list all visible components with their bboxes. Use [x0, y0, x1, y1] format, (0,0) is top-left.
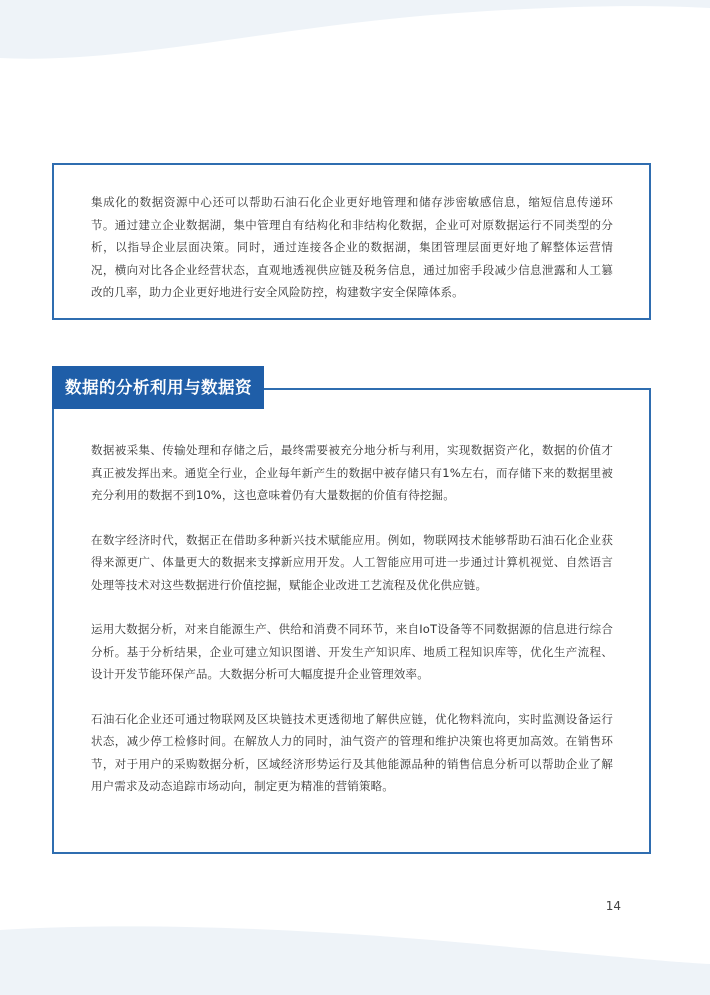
- bottom-wave-decoration: [0, 900, 710, 995]
- section-paragraph-4: 石油石化企业还可通过物联网及区块链技术更透彻地了解供应链，优化物料流向，实时监测设备运行状态，减少停工检修时间。在解放人力的同时，油气资产的管理和维护决策也将更加高效。在销售环节，对于用户的采购数据分析，区域经济形势运行及其他能源品种的销售信息分析可以帮助企业了解用户需求及动态追踪市场动向，制定更为精准的营销策略。: [91, 711, 613, 793]
- intro-paragraph: 集成化的数据资源中心还可以帮助石油石化企业更好地管理和储存涉密敏感信息，缩短信息传递环节。通过建立企业数据湖，集中管理自有结构化和非结构化数据，企业可对原数据运行不同类型的分析，以指导企业层面决策。同时，通过连接各企业的数据湖，集团管理层面更好地了解整体运营情况，横向对比各企业经营状态，直观地透视供应链及税务信息，通过加密手段减少信息泄露和人工篡改的几率，助力企业更好地进行安全风险防控，构建数字安全保障体系。: [91, 195, 613, 299]
- section-content-box: [52, 388, 651, 854]
- section-paragraph-2: 在数字经济时代，数据正在借助多种新兴技术赋能应用。例如，物联网技术能够帮助石油石化企业获得来源更广、体量更大的数据来支撑新应用开发。人工智能应用可进一步通过计算机视觉、自然语言处理等技术对这些数据进行价值挖掘，赋能企业改进工艺流程及优化供应链。: [91, 532, 613, 592]
- section-paragraph-1: 数据被采集、传输处理和存储之后，最终需要被充分地分析与利用，实现数据资产化，数据的价值才真正被发挥出来。通览全行业，企业每年新产生的数据中被存储只有1%左右，而存储下来的数据里被充分利用的数据不到10%，这也意味着仍有大量数据的价值有待挖掘。: [91, 443, 613, 502]
- section-paragraph-3: 运用大数据分析，对来自能源生产、供给和消费不同环节，来自IoT设备等不同数据源的信息进行综合分析。基于分析结果，企业可建立知识图谱、开发生产知识库、地质工程知识库等，优化生产流程、设计开发节能环保产品。大数据分析可大幅度提升企业管理效率。: [91, 622, 613, 681]
- page-number: 14: [605, 899, 621, 913]
- top-wave-decoration: [0, 0, 710, 80]
- intro-text-box: [52, 163, 651, 320]
- section-heading: 数据的分析利用与数据资产化: [52, 366, 264, 409]
